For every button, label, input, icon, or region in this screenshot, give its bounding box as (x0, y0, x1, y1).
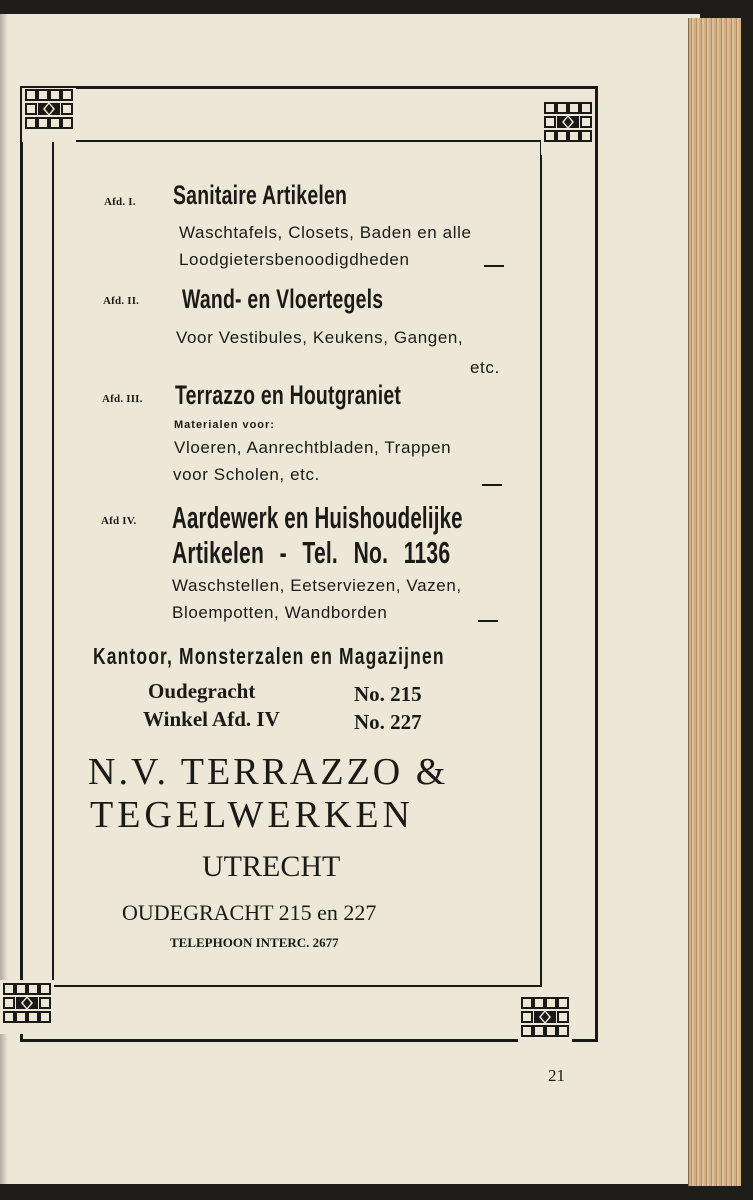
section-line: Waschstellen, Eetserviezen, Vazen, (172, 576, 462, 595)
dash (482, 484, 502, 486)
company-name-line2: TEGELWERKEN (90, 794, 414, 836)
office-number: No. 215 (354, 682, 422, 706)
dash (484, 265, 504, 267)
section-line: Loodgietersbenoodigdheden (179, 250, 410, 269)
section-line: Bloempotten, Wandborden (172, 603, 388, 622)
section-sublabel: Materialen voor: (174, 419, 275, 431)
section-line: voor Scholen, etc. (173, 465, 320, 484)
section-heading: Sanitaire Artikelen (173, 180, 348, 210)
section-line: etc. (470, 358, 500, 377)
section-label: Afd IV. (101, 515, 137, 527)
company-city: UTRECHT (202, 850, 341, 883)
company-address: OUDEGRACHT 215 en 227 (122, 900, 377, 925)
dash (478, 620, 498, 622)
office-number: No. 227 (354, 710, 422, 734)
company-name-line1: N.V. TERRAZZO & (88, 751, 449, 793)
office-heading: Kantoor, Monsterzalen en Magazijnen (93, 643, 445, 669)
section-heading: Wand- en Vloertegels (182, 284, 384, 314)
section-heading-2: Artikelen - Tel. No. 1136 (172, 535, 451, 570)
company-telephone: TELEPHOON INTERC. 2677 (170, 935, 339, 950)
office-label: Winkel Afd. IV (143, 707, 280, 731)
section-line: Voor Vestibules, Keukens, Gangen, (176, 328, 464, 347)
section-heading: Aardewerk en Huishoudelijke (172, 500, 463, 535)
section-label: Afd. I. (104, 196, 136, 208)
section-label: Afd. II. (103, 295, 140, 307)
section-label: Afd. III. (102, 393, 143, 405)
section-line: Waschtafels, Closets, Baden en alle (179, 223, 472, 242)
page-number: 21 (548, 1066, 565, 1085)
section-heading: Terrazzo en Houtgraniet (175, 380, 402, 410)
office-label: Oudegracht (148, 679, 256, 703)
section-line: Vloeren, Aanrechtbladen, Trappen (174, 438, 452, 457)
